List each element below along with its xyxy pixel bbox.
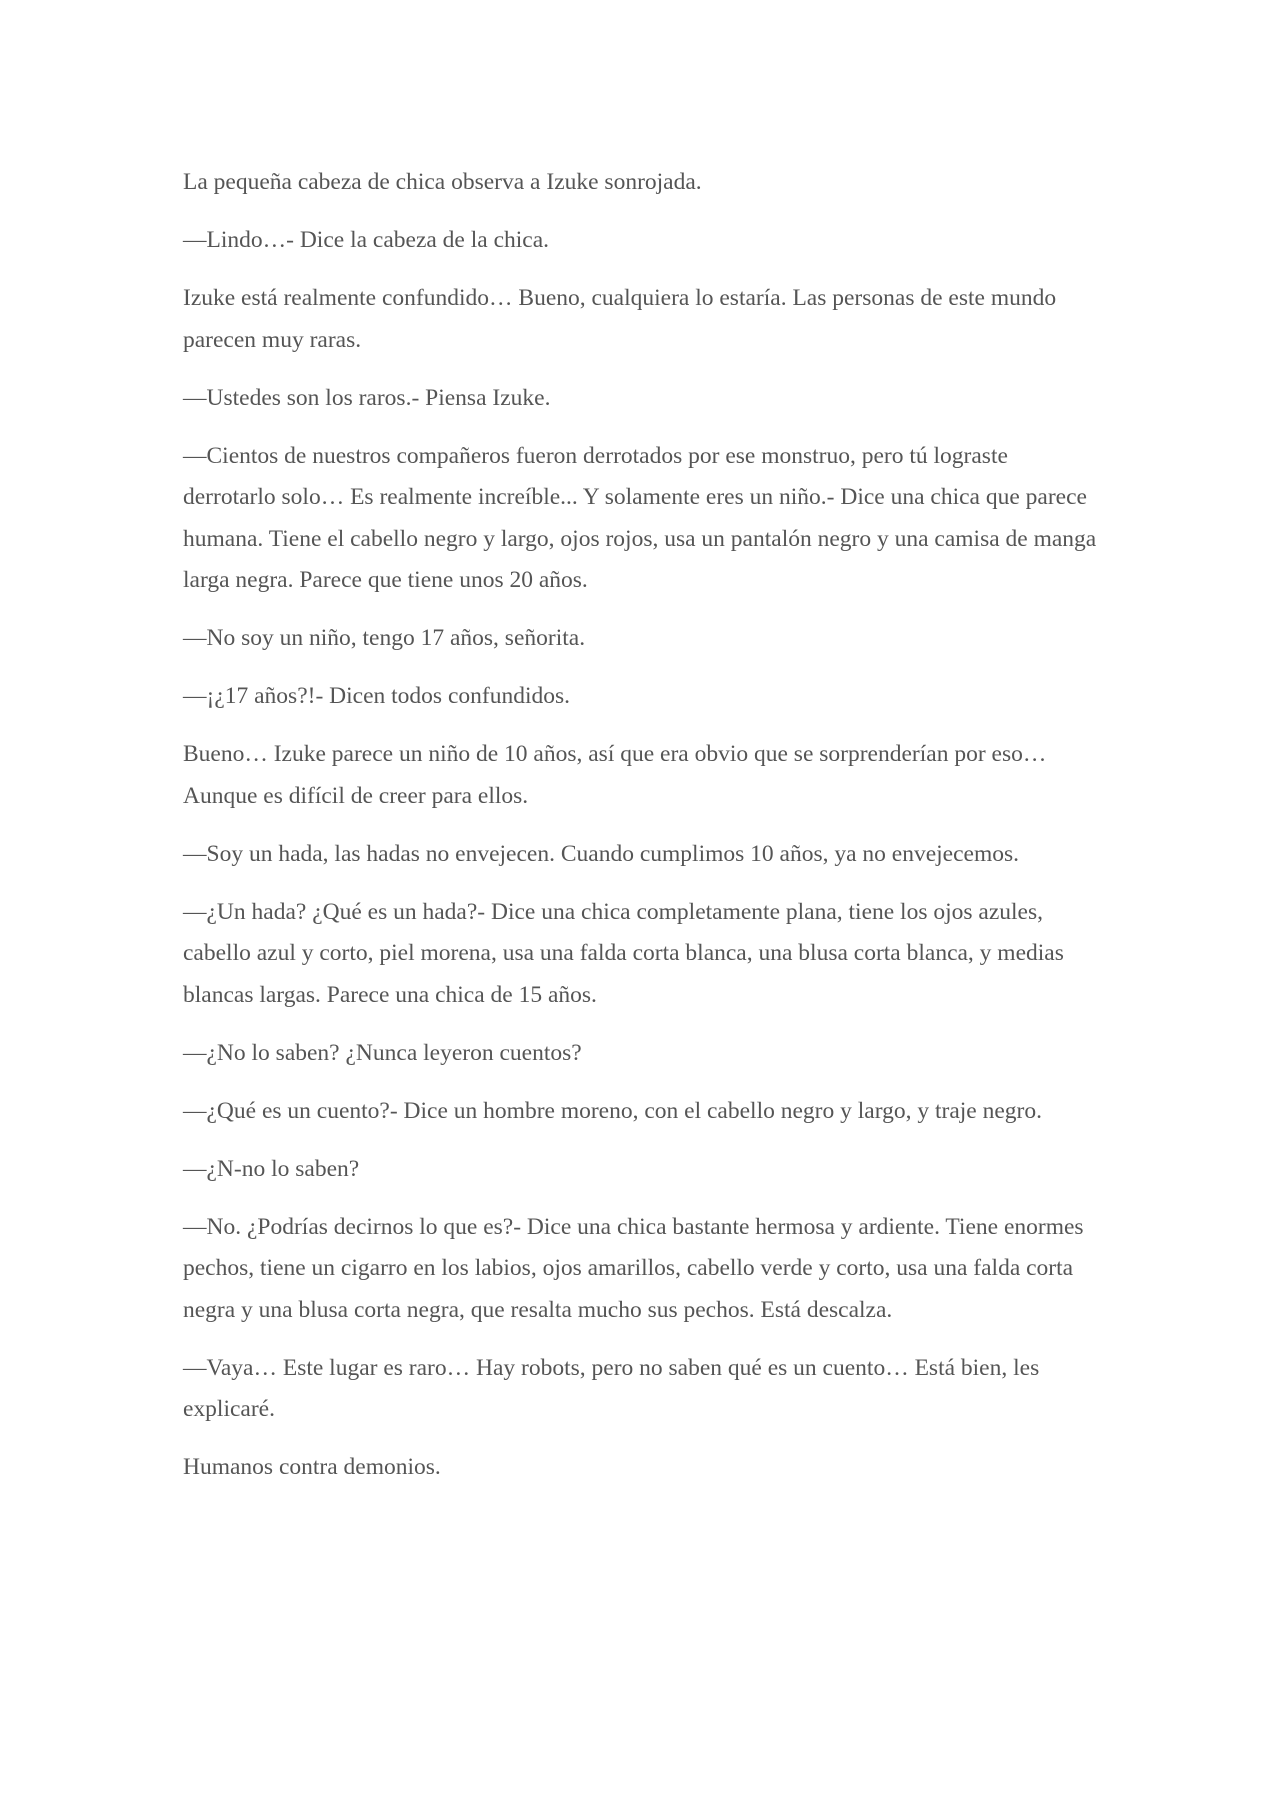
paragraph: —¡¿17 años?!- Dicen todos confundidos. bbox=[183, 683, 571, 709]
paragraph: —¿Un hada? ¿Qué es un hada?- Dice una chica completamente plana, tiene los ojos azules, cabello azul y corto, piel morena, usa una falda corta blanca, una blusa corta blanca, y medias blancas largas. Parece una chica de 15 años. bbox=[183, 898, 1064, 1008]
paragraph: —¿Qué es un cuento?- Dice un hombre moreno, con el cabello negro y largo, y traje negro. bbox=[183, 1097, 1042, 1124]
paragraph: Humanos contra demonios. bbox=[183, 1454, 441, 1480]
document-body bbox=[183, 162, 1103, 1505]
paragraph: —Vaya… Este lugar es raro… Hay robots, pero no saben qué es un cuento… Está bien, les explicaré. bbox=[183, 1354, 1040, 1422]
paragraph: —¿No lo saben? ¿Nunca leyeron cuentos? bbox=[183, 1039, 582, 1066]
paragraph: —Cientos de nuestros compañeros fueron derrotados por ese monstruo, pero tú lograste derrotarlo solo… Es realmente increíble... Y solamente eres un niño.- Dice una chica que parece humana. Tiene el cabello negro y largo, ojos rojos, usa un pantalón negro y una camisa de manga larga negra. Parece que tiene unos 20 años. bbox=[183, 442, 1097, 593]
paragraph: Izuke está realmente confundido… Bueno, cualquiera lo estaría. Las personas de este mundo parecen muy raras. bbox=[183, 285, 1057, 353]
paragraph: —¿N-no lo saben? bbox=[183, 1155, 360, 1182]
paragraph: —Lindo…- Dice la cabeza de la chica. bbox=[183, 227, 550, 253]
paragraph: —No. ¿Podrías decirnos lo que es?- Dice una chica bastante hermosa y ardiente. Tiene enormes pechos, tiene un cigarro en los labios, ojos amarillos, cabello verde y corto, usa una falda corta negra y una blusa corta negra, que resalta mucho sus pechos. Está descalza. bbox=[183, 1213, 1084, 1323]
paragraph: Bueno… Izuke parece un niño de 10 años, así que era obvio que se sorprenderían por eso… Aunque es difícil de creer para ellos. bbox=[183, 741, 1047, 809]
paragraph: La pequeña cabeza de chica observa a Izuke sonrojada. bbox=[183, 169, 702, 195]
paragraph: —Soy un hada, las hadas no envejecen. Cuando cumplimos 10 años, ya no envejecemos. bbox=[183, 840, 1020, 867]
paragraph: —No soy un niño, tengo 17 años, señorita. bbox=[183, 625, 586, 651]
paragraph: —Ustedes son los raros.- Piensa Izuke. bbox=[183, 384, 551, 411]
